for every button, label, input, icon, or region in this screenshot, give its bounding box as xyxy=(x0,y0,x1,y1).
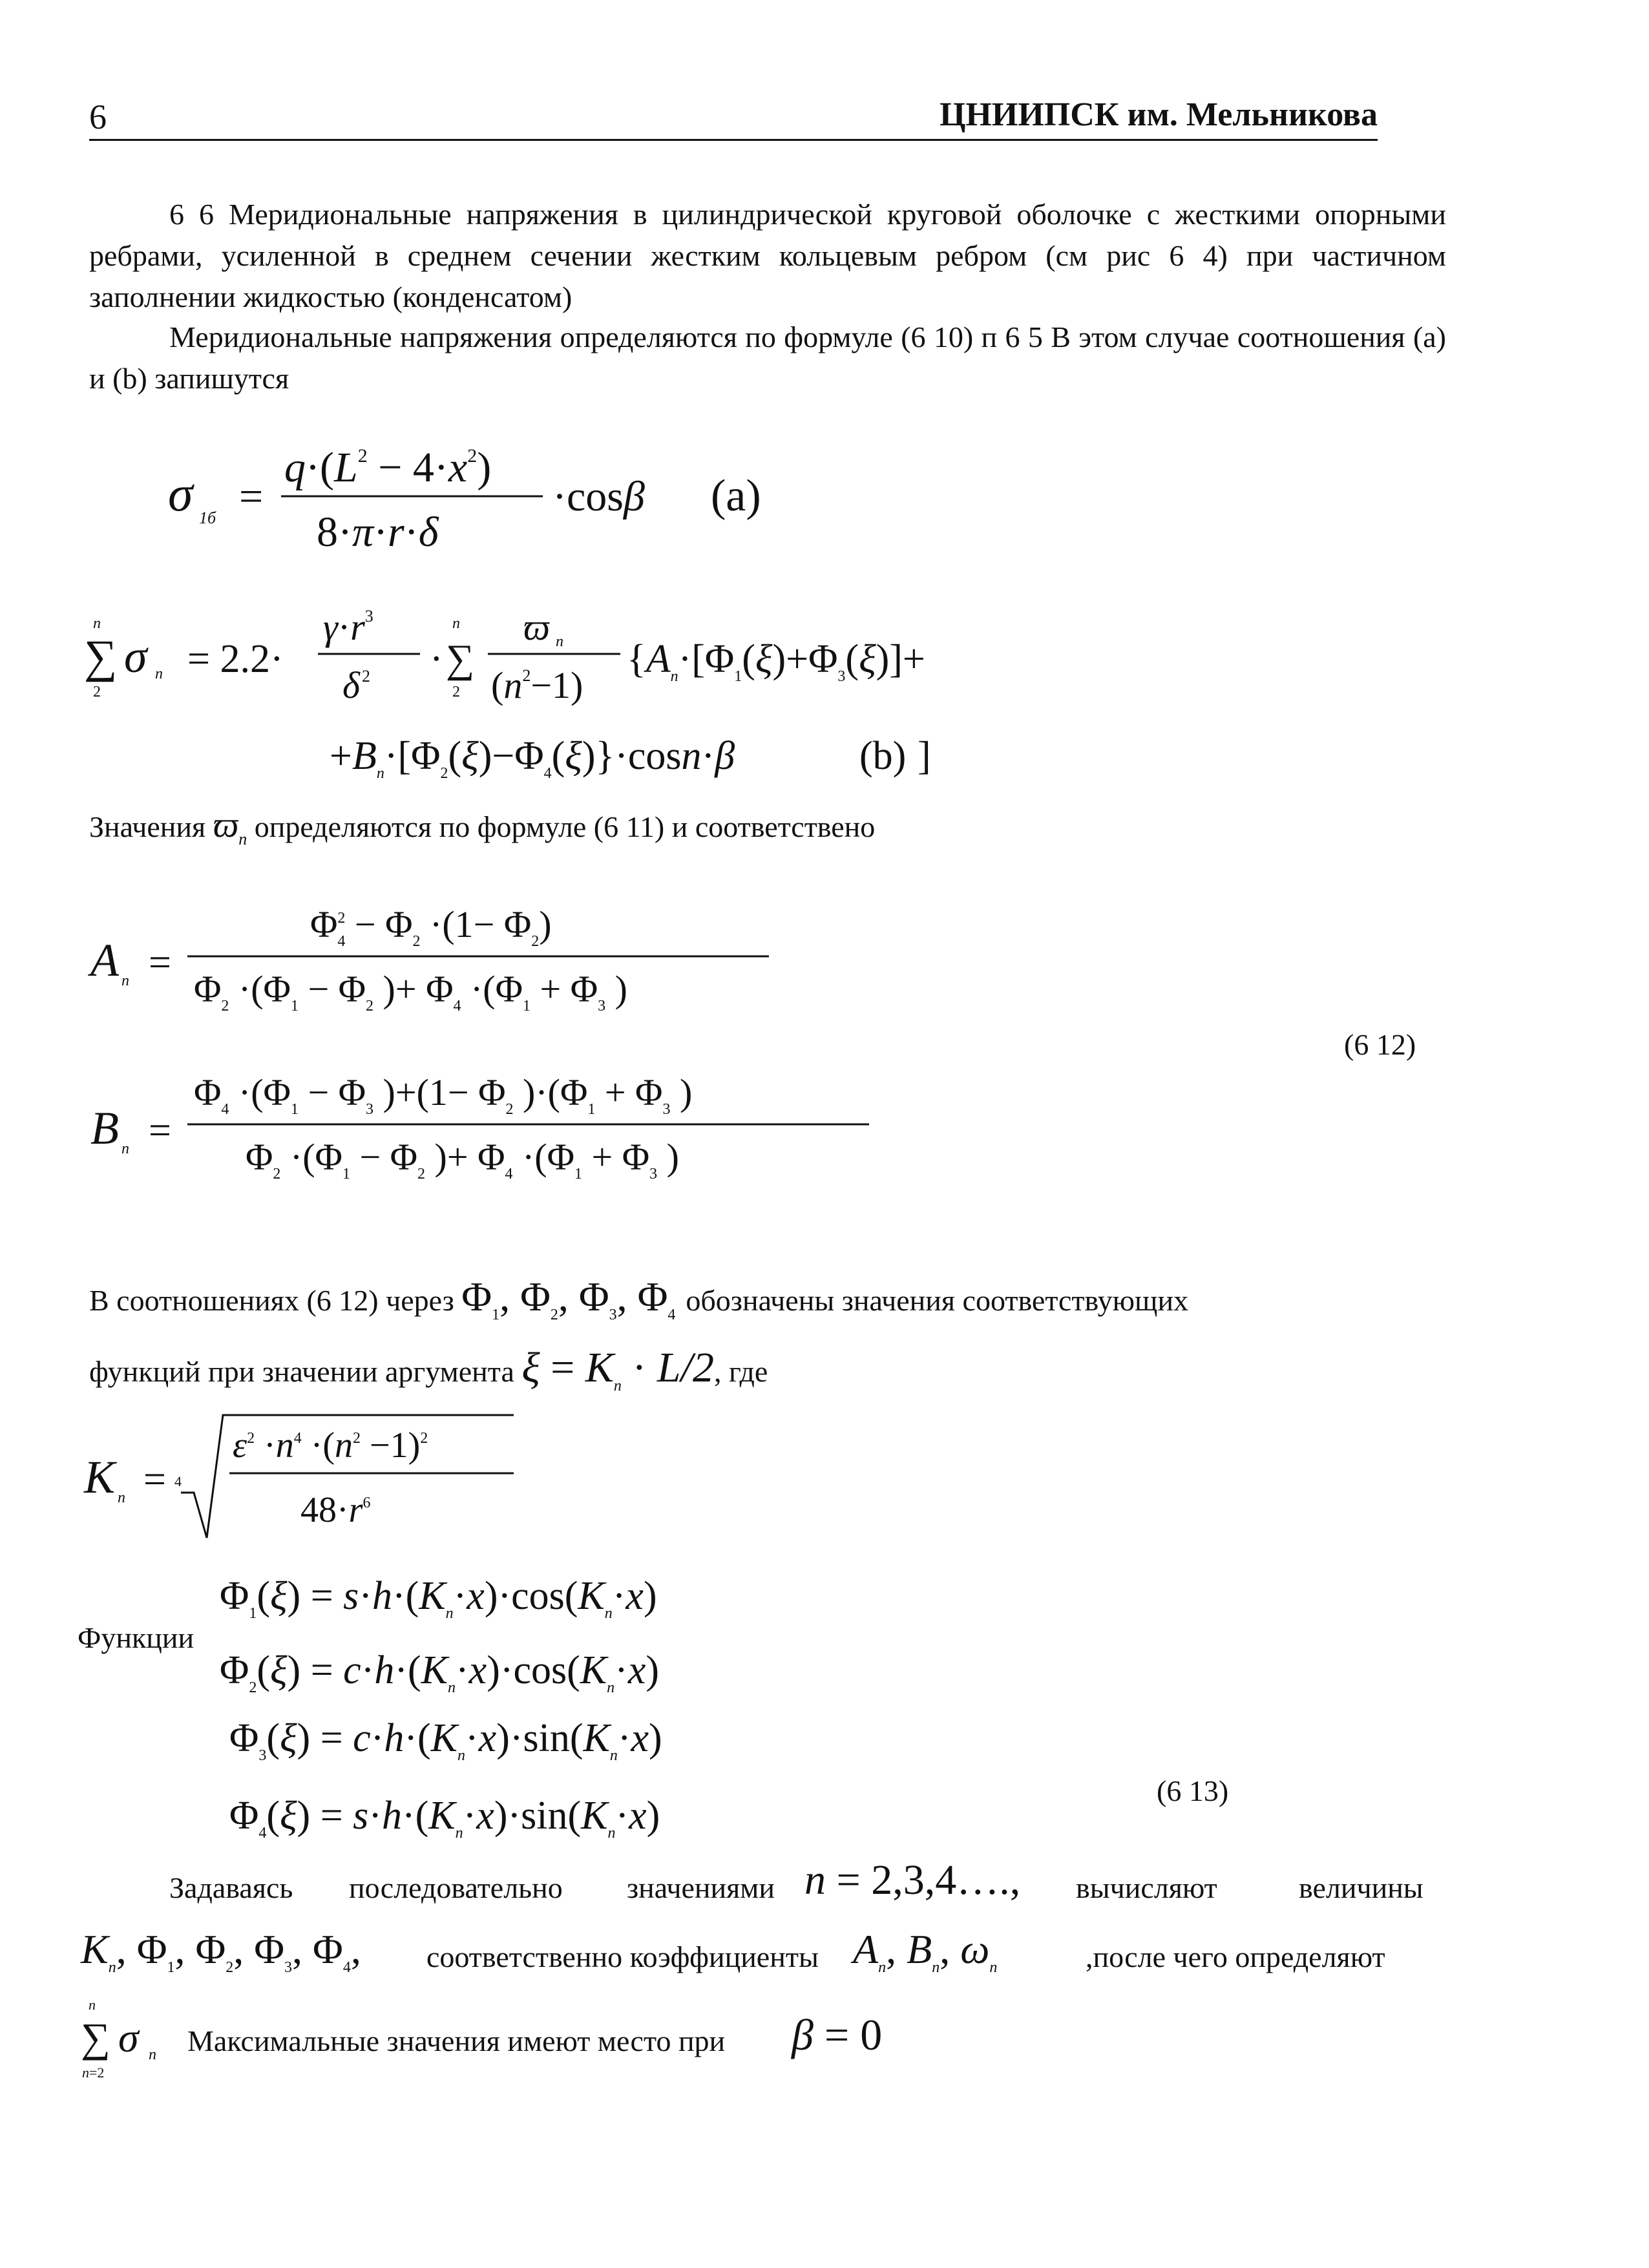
n-values: n = 2,3,4…., xyxy=(804,1856,1021,1904)
svg-text:1б: 1б xyxy=(199,509,216,527)
paragraph-relations xyxy=(89,1276,1446,1336)
para6-word-b: последовательно xyxy=(349,1871,563,1904)
page-number: 6 xyxy=(89,98,107,136)
svg-text:Φ2 ·(Φ1 − Φ2 )+ Φ4 ·(Φ1 + Φ3 ): $\Phi_2 \cdot(\Phi_1 - \Phi_2$ )+ $\Phi_4 \cdot(\Phi_1 + \Phi_3$ ) xyxy=(194,968,627,1014)
svg-text:2: 2 xyxy=(93,684,101,700)
beta-zero: β = 0 xyxy=(792,2010,883,2059)
svg-text:=: = xyxy=(239,473,264,520)
svg-text:σ: σ xyxy=(168,465,193,521)
svg-text:Φ4 ·(Φ1 − Φ3 )+(1− Φ2 )·(Φ1 +: $\Phi_4 \cdot(\Phi_1 - \Phi_3$ )$+(1- \Phi_2$ )$\cdot(\Phi_1 + \Phi_3$ ) xyxy=(194,1071,693,1118)
svg-text:Φ3(ξ) = c·h·(Kn·x)·sin(Kn·x): $\Phi_3(\xi) = c\cdot h\cdot(K_n\cdot x)\cdot\sin(K_n\cdot x)$ xyxy=(229,1716,662,1764)
para8-text: Максимальные значения имеют место при xyxy=(187,2024,726,2057)
formula-kn xyxy=(84,1402,601,1557)
header-title: ЦНИИПСК им. Мельникова xyxy=(939,96,1378,133)
svg-text:n: n xyxy=(93,615,101,632)
svg-text:=: = xyxy=(149,1109,171,1153)
para7-end: ,после чего определяют xyxy=(1086,1940,1385,1973)
svg-text:n: n xyxy=(89,1997,96,2013)
para4-after: обозначены значения соответствующих xyxy=(686,1284,1189,1317)
svg-text:Φ1(ξ) = s·h·(Kn·x)·cos(Kn·x): $\Phi_1(\xi) = s\cdot h\cdot(K_n\cdot x)\cdot\cos(K_n\cdot x)$ xyxy=(220,1574,657,1622)
svg-text:Φ4(ξ) = s·h·(Kn·x)·sin(Kn·x): $\Phi_4(\xi) = s\cdot h\cdot(K_n\cdot x)\cdot\sin(K_n\cdot x)$ xyxy=(229,1794,660,1842)
svg-text:n: n xyxy=(118,1489,125,1506)
xi-expression: $\xi = K_n \cdot L/2$ xyxy=(521,1344,714,1395)
header-rule xyxy=(89,139,1378,141)
functions-label: Функции xyxy=(78,1621,194,1654)
eq-label-b: (b) xyxy=(859,734,907,778)
svg-text:(n2−1): $(n^2-1)$ xyxy=(491,664,583,706)
svg-text:·: · xyxy=(430,637,443,681)
svg-text:n: n xyxy=(155,666,163,682)
kn-phi-list: $K_n$, $\Phi_1$, $\Phi_2$, $\Phi_3$, $\Phi_4$, xyxy=(81,1926,361,1976)
svg-text:=: = xyxy=(149,941,171,985)
svg-text:8·π·r·δ: 8·π·r·δ xyxy=(317,509,439,556)
svg-text:ϖ: ϖ xyxy=(523,606,550,648)
svg-text:Φ2(ξ) = c·h·(Kn·x)·cos(Kn·x): $\Phi_2(\xi) = c\cdot h\cdot(K_n\cdot x)\cdot\cos(K_n\cdot x)$ xyxy=(220,1648,659,1696)
para6-word-e: величины xyxy=(1299,1871,1423,1904)
para6-word-a: Задаваясь xyxy=(169,1871,293,1904)
svg-text:n=2: n=2 xyxy=(82,2064,105,2081)
formula-6-13 xyxy=(213,1557,924,1861)
svg-text:n: n xyxy=(121,972,129,989)
svg-text:A: A xyxy=(90,934,119,986)
svg-text:K: K xyxy=(84,1451,116,1503)
para6-word-d: вычисляют xyxy=(1076,1871,1217,1904)
svg-text:q·(L2 − 4·x2): $q\cdot(L^2 - 4\cdot x^2)$ xyxy=(284,444,492,491)
svg-text:∑: ∑ xyxy=(81,2015,110,2061)
para4-before: В соотношениях (6 12) через xyxy=(89,1284,454,1317)
para3-after: определяются по формуле (6 11) и соответствено xyxy=(254,810,876,843)
svg-text:δ: δ xyxy=(342,664,360,706)
svg-text:∑: ∑ xyxy=(84,631,118,682)
svg-text:n: n xyxy=(121,1140,129,1157)
svg-text:∑: ∑ xyxy=(446,637,475,681)
para5-before: функций при значении аргумента xyxy=(89,1355,514,1388)
svg-text:2: 2 xyxy=(452,684,460,700)
coef-list: $A_n$, $B_n$, $\omega_n$ xyxy=(853,1926,998,1976)
svg-text:ε2 ·n4 ·(n2 −1)2: $\varepsilon^2 \cdot n^4 \cdot(n^2 -1)^2$ xyxy=(233,1425,428,1465)
svg-text:σ: σ xyxy=(124,631,147,682)
svg-text:B: B xyxy=(90,1102,119,1154)
svg-text:]: ] xyxy=(918,734,931,778)
svg-text:+Bn·[Φ2(ξ)−Φ4(ξ)}·cosn·β: $+B_n\cdot[\Phi_2(\xi)-\Phi_4(\xi)\}\cdot\cos n\cdot\beta$ xyxy=(330,734,735,782)
formula-a xyxy=(155,420,866,575)
svg-text:4: 4 xyxy=(174,1473,182,1489)
svg-text:{An·[Φ1(ξ)+Φ3(ξ)]+: {$A_n\cdot[\Phi_1(\xi)+\Phi_3(\xi)]+$ xyxy=(627,637,925,685)
eq-label-6-12: (6 12) xyxy=(1344,1028,1416,1061)
formula-b xyxy=(84,582,1182,788)
para3-before: Значения xyxy=(89,810,206,843)
formula-6-12 xyxy=(84,885,924,1221)
svg-text:Φ2 ·(Φ1 − Φ2 )+ Φ4 ·(Φ1 + Φ3 ): $\Phi_2 \cdot(\Phi_1 - \Phi_2$ )+ $\Phi_4 \cdot(\Phi_1 + \Phi_3$ ) xyxy=(246,1136,679,1182)
svg-text:Φ24 − Φ2 ·(1− Φ2): $\Phi^2$ $4 - \Phi_2 \cdot(1- \Phi_2)$ xyxy=(310,903,552,950)
svg-text:n: n xyxy=(149,2046,156,2063)
svg-text:2: 2 xyxy=(362,667,370,686)
svg-text:n: n xyxy=(556,633,563,650)
omega-symbol: $ϖ_n$ xyxy=(213,805,247,849)
svg-text:γ·r3: $\gamma\cdot r^3$ xyxy=(323,606,373,648)
svg-text:σ: σ xyxy=(118,2015,139,2061)
svg-text:=: = xyxy=(143,1458,166,1502)
eq-label-6-13: (6 13) xyxy=(1157,1774,1229,1807)
para7-mid: соответственно коэффициенты xyxy=(426,1940,819,1973)
phi-list: $\Phi_1$, $\Phi_2$, $\Phi_3$, $\Phi_4$ xyxy=(461,1274,676,1323)
paragraph-formula-intro: Меридиональные напряжения определяются по формуле (6 10) п 6 5 В этом случае соотношения (а) и (b) запишутся xyxy=(89,320,1446,395)
paragraph-6-6: 6 6 Меридиональные напряжения в цилиндрической круговой оболочке с жесткими опорными ребрами, усиленной в среднем сечении жестким кольцевым ребром (см рис 6 4) при частичном заполнении жидкостью (конденсатом) xyxy=(89,198,1446,313)
eq-label-a: (a) xyxy=(711,471,761,521)
svg-text:n: n xyxy=(452,615,460,632)
paragraph-argument xyxy=(89,1344,1446,1407)
paragraph-omega xyxy=(89,804,1446,860)
svg-text:= 2.2·: = 2.2· xyxy=(187,637,284,681)
para6-word-c: значениями xyxy=(627,1871,775,1904)
svg-text:48·r6: $48\cdot r^6$ xyxy=(300,1490,371,1530)
svg-text:·cosβ: ·cosβ xyxy=(552,473,645,520)
para5-after: , где xyxy=(713,1355,768,1388)
